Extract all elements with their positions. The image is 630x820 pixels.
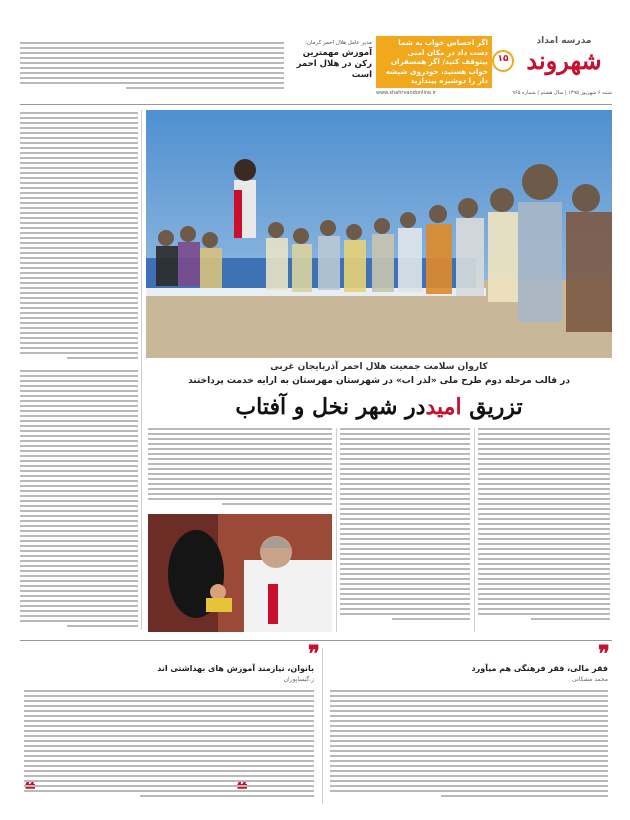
- quote-mark-icon: ❞: [308, 641, 320, 667]
- story-col-3: [148, 428, 332, 510]
- bottom-col-1-title: فقر مالی، فقر فرهنگی هم میآورد: [471, 664, 608, 673]
- left-top-column: [20, 112, 138, 362]
- tagline-text: اگر احساس خواب به شما دست داد در مکان امنی بیتوقف کنید/ اگر همسفران خواب هستید، خودروی شیشه دار را دوشیزه بیندازید: [385, 38, 488, 85]
- story-col-1: [478, 428, 610, 628]
- date-line: شنبه ۶ شهریور ۱۳۹۵ | سال هشتم | شماره ۹۶۵: [512, 90, 612, 96]
- bottom-col-1-body: [330, 690, 608, 802]
- quote-mark-icon: ❞: [598, 641, 610, 667]
- bottom-section-divider: [20, 640, 612, 641]
- top-news-kicker: مدیر عامل هلال احمر کرمان:: [305, 40, 372, 46]
- bottom-col-2-author: ز.گیساپوران: [283, 676, 314, 683]
- column-rule: [141, 110, 142, 630]
- masthead-logo: شهروند: [526, 46, 602, 75]
- top-divider: [20, 104, 612, 105]
- top-news-body: [20, 42, 284, 94]
- column-rule: [322, 648, 323, 804]
- website: www.shahrvandonline.ir: [376, 90, 437, 96]
- main-photo: [146, 110, 612, 358]
- bottom-col-2-title: بانوان، نیازمند آموزش های بهداشتی اند: [157, 664, 314, 673]
- school-label: مدرسه امداد: [536, 36, 592, 46]
- headline-pre: تزریق: [469, 394, 523, 420]
- column-rule: [336, 428, 337, 632]
- main-subhead: در قالب مرحله دوم طرح ملی «لذر آب» در شهرستان مهرستان به ارایه خدمت پرداختند: [188, 376, 570, 386]
- column-rule: [474, 428, 475, 632]
- masthead: [376, 32, 612, 100]
- medical-photo: [148, 514, 332, 632]
- top-news: [20, 34, 372, 100]
- headline-accent: امید: [425, 394, 462, 420]
- bottom-col-2-body: [24, 690, 314, 802]
- doctor-examining-child-photo: [148, 514, 332, 632]
- main-kicker: کاروان سلامت جمعیت هلال احمر آذربایجان غربی: [270, 362, 488, 372]
- headline-post: در شهر نخل و آفتاب: [235, 394, 426, 420]
- lower-left-column: [20, 370, 138, 632]
- story-col-2: [340, 428, 470, 628]
- bottom-col-1-author: محمد مشکانی: [572, 676, 608, 683]
- main-headline: [150, 392, 608, 422]
- top-news-headline: آموزش مهمترین رکن در هلال احمر است: [296, 48, 372, 80]
- issue-number: ۱۵: [497, 54, 509, 64]
- children-group-photo: [146, 110, 612, 358]
